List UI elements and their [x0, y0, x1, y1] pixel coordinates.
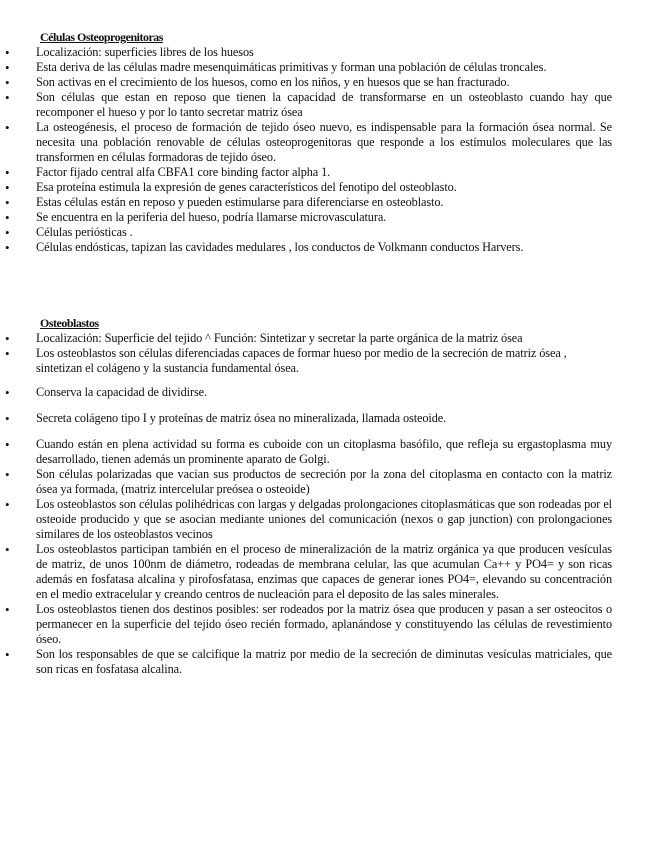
list-item: • Cuando están en plena actividad su forma es cuboide con un citoplasma basófilo, que refleja su ergastoplasma muy desarrollado, tienen además un prominente aparato de Golgi.: [5, 437, 612, 466]
bullet-icon: •: [5, 647, 10, 662]
bullet-icon: •: [5, 602, 10, 617]
list-item: • Esa proteína estimula la expresión de genes característicos del fenotipo del osteoblasto.: [5, 180, 457, 195]
section-heading-osteoprogenitoras: Células Osteoprogenitoras: [40, 30, 163, 44]
bullet-icon: •: [5, 225, 10, 240]
bullet-icon: •: [5, 165, 10, 180]
bullet-icon: •: [5, 180, 10, 195]
bullet-icon: •: [5, 120, 10, 135]
list-item: • Esta deriva de las células madre mesenquimáticas primitivas y forman una población de células troncales.: [5, 60, 547, 75]
bullet-icon: •: [5, 90, 10, 105]
list-item: • Estas células están en reposo y pueden estimularse para diferenciarse en osteoblasto.: [5, 195, 444, 210]
osteoprogenitoras-list: [0, 45, 655, 255]
bullet-icon: •: [5, 497, 10, 512]
list-item: • Los osteoblastos son células diferenciadas capaces de formar hueso por medio de la secreción de matriz ósea , sintetizan el colágeno y la sustancia fundamental ósea.: [5, 346, 567, 375]
bullet-icon: •: [5, 331, 10, 346]
list-item: • Son activas en el crecimiento de los huesos, como en los niños, y en huesos que se han fracturado.: [5, 75, 510, 90]
list-item: • Conserva la capacidad de dividirse.: [5, 385, 207, 400]
list-item: • Células periósticas .: [5, 225, 133, 240]
section-heading-osteoblastos: Osteoblastos: [40, 316, 99, 330]
bullet-icon: •: [5, 240, 10, 255]
bullet-icon: •: [5, 75, 10, 90]
bullet-icon: •: [5, 195, 10, 210]
list-item: • Localización: superficies libres de los huesos: [5, 45, 254, 60]
list-item: • Son células que estan en reposo que tienen la capacidad de transformarse en un osteoblasto cuando hay que recomponer el hueso y por lo tanto secretar matriz ósea: [5, 90, 612, 119]
list-item: • Son los responsables de que se calcifique la matriz por medio de la secreción de diminutas vesículas matriciales, que son ricas en fosfatasa alcalina.: [5, 647, 612, 676]
list-item: • Se encuentra en la periferia del hueso, podría llamarse microvasculatura.: [5, 210, 387, 225]
bullet-icon: •: [5, 346, 10, 361]
bullet-icon: •: [5, 542, 10, 557]
bullet-icon: •: [5, 45, 10, 60]
list-item: • Secreta colágeno tipo I y proteínas de matriz ósea no mineralizada, llamada osteoide.: [5, 411, 447, 426]
bullet-icon: •: [5, 467, 10, 482]
bullet-icon: •: [5, 385, 10, 400]
list-item: • Los osteoblastos tienen dos destinos posibles: ser rodeados por la matriz ósea que producen y pasan a ser osteocitos o permanecer en la superficie del tejido óseo recién formado, aplanándose y constituyendo las células de revestimiento óseo.: [5, 602, 612, 646]
list-item: • La osteogénesis, el proceso de formación de tejido óseo nuevo, es indispensable para la formación ósea normal. Se necesita una población renovable de células osteoprogenitoras que responde a los estímulos moleculares que las transformen en células formadoras de tejido óseo.: [5, 120, 612, 164]
list-item: • Son células polarizadas que vacian sus productos de secreción por la zona del citoplasma en contacto con la matriz ósea ya formada, (matriz intercelular preósea o osteoide): [5, 467, 612, 496]
osteoblastos-list: [0, 331, 655, 677]
bullet-icon: •: [5, 210, 10, 225]
list-item: • Localización: Superficie del tejido ^ Función: Sintetizar y secretar la parte orgánica de la matriz ósea: [5, 331, 523, 346]
bullet-icon: •: [5, 437, 10, 452]
list-item: • Los osteoblastos son células polihédricas con largas y delgadas prolongaciones citoplasmáticas que son rodeadas por el osteoide producido y que se asocian mediante uniones del comunicación (nexos o gap junction) con prolongaciones similares de los osteoblastos vecinos: [5, 497, 612, 541]
list-item: • Factor fijado central alfa CBFA1 core binding factor alpha 1.: [5, 165, 331, 180]
bullet-icon: •: [5, 411, 10, 426]
bullet-icon: •: [5, 60, 10, 75]
list-item: • Los osteoblastos participan también en el proceso de mineralización de la matriz orgánica ya que producen vesículas de matriz, de unos 100nm de diámetro, rodeadas de membrana celular, las que acumulan Ca++ y PO4= y son ricas además en fosfatasa alcalina y pirofosfatasa, enzimas que capaces de generar iones PO4=, elevando su concentración en el medio extracelular y creando centros de nucleación para el deposito de las sales minerales.: [5, 542, 612, 601]
list-item: • Células endósticas, tapizan las cavidades medulares , los conductos de Volkmann conductos Harvers.: [5, 240, 524, 255]
